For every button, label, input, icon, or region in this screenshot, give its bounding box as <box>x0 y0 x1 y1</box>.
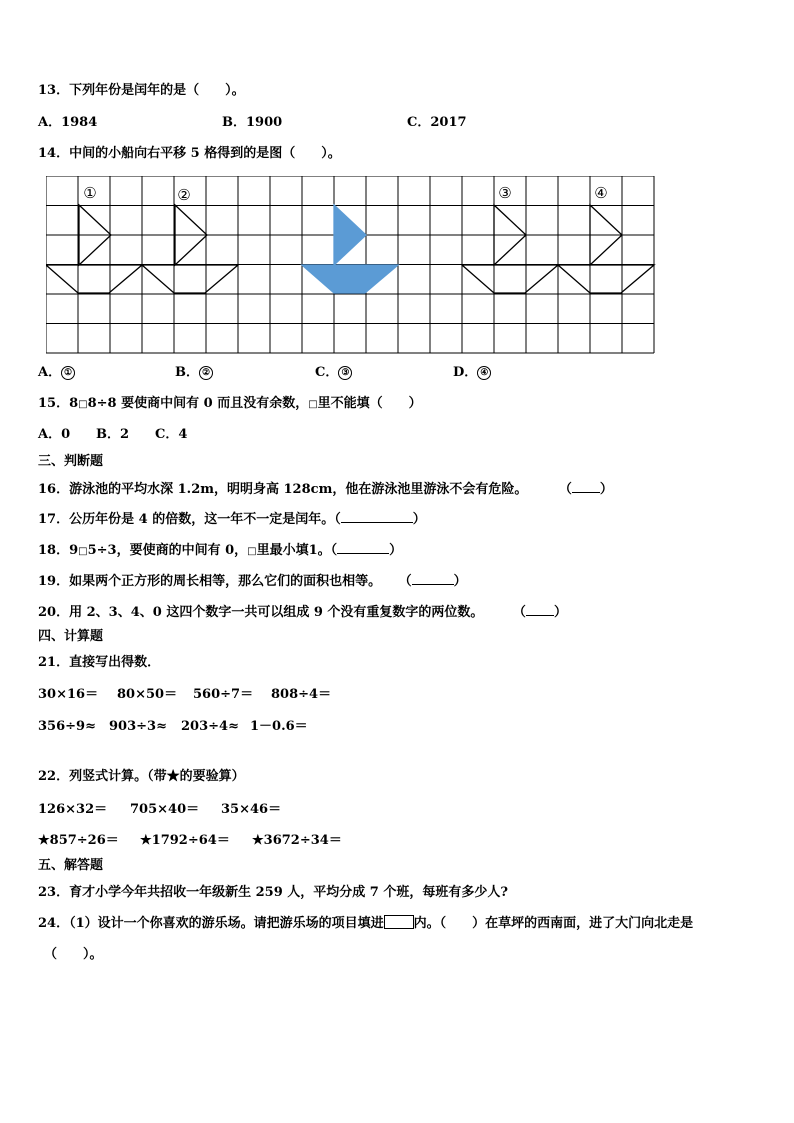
q16-text: 16．游泳池的平均水深 1.2m，明明身高 128cm，他在游泳池里游泳不会有危险。 <box>38 482 528 497</box>
circled-2-mark: ② <box>199 366 213 380</box>
circled-1-mark: ① <box>61 366 75 380</box>
q16-answer-blank[interactable] <box>572 479 600 493</box>
q18-text-part-1: 18．9 <box>38 543 79 558</box>
q22-item: 705×40＝ <box>130 802 200 817</box>
q20-paren-close: ） <box>553 605 567 620</box>
boat-3-hull <box>462 265 558 293</box>
q19-text: 19．如果两个正方形的周长相等，那么它们的面积也相等。 <box>38 574 382 589</box>
q17-paren-open: （ <box>334 512 341 527</box>
q17 <box>38 509 426 529</box>
q21-item: 1－0.6＝ <box>250 719 308 734</box>
q21-item: 356÷9≈ <box>38 719 96 734</box>
figure-label-2: ② <box>177 186 191 204</box>
q15-stem <box>38 395 422 414</box>
q24-line-2: （ ）。 <box>44 947 103 962</box>
q15-stem-part-3: 里不能填（ ） <box>317 396 422 411</box>
figure-label-1: ① <box>83 184 97 202</box>
q18-paren-open: （ <box>330 543 338 558</box>
boat-4-hull <box>558 265 654 293</box>
q14-option-d <box>453 364 491 382</box>
figure-labels <box>83 184 607 204</box>
circled-4-mark: ④ <box>477 366 491 380</box>
q14-option-c-prefix: C． <box>315 365 339 380</box>
q14-option-b-prefix: B． <box>175 365 199 380</box>
q14-option-c <box>315 364 352 382</box>
q15-option-b: B．2 <box>96 427 130 442</box>
q23-text: 23．育才小学今年共招收一年级新生 259 人，平均分成 7 个班，每班有多少人? <box>38 885 508 900</box>
q24-line-1 <box>38 915 693 933</box>
q15-box-glyph: □ <box>308 399 318 410</box>
q22-item: 126×32＝ <box>38 802 108 817</box>
q20-paren-open: （ <box>519 605 526 620</box>
q15-stem-part-1: 15．8 <box>38 396 79 411</box>
q15-option-a: A．0 <box>38 427 71 442</box>
boat-1-hull <box>46 265 142 293</box>
q18-text-part-2: 5÷3，要使商的中间有 0， <box>87 543 248 558</box>
q16-paren-close: ） <box>599 482 613 497</box>
q17-answer-blank[interactable] <box>341 509 413 523</box>
q13-option-a: A．1984 <box>38 115 98 130</box>
q21-stem: 21．直接写出得数． <box>38 655 161 670</box>
q15-option-c: C．4 <box>155 427 188 442</box>
q15-stem-part-2: 8÷8 要使商中间有 0 而且没有余数， <box>87 396 309 411</box>
q13-stem: 13．下列年份是闰年的是（ ）。 <box>38 83 245 98</box>
q18-box-glyph: □ <box>247 546 257 557</box>
q13-option-c: C．2017 <box>407 115 467 130</box>
q19 <box>38 571 467 591</box>
boat-2-hull <box>142 265 238 293</box>
q14-option-a <box>38 364 75 382</box>
q16 <box>38 479 613 499</box>
q14-option-d-prefix: D． <box>453 365 478 380</box>
q24-answer-box[interactable] <box>384 915 414 929</box>
q21-item: 903÷3≈ <box>109 719 167 734</box>
figure-label-3: ③ <box>498 184 512 202</box>
boat-shapes <box>46 205 654 293</box>
q14-stem: 14．中间的小船向右平移 5 格得到的是图（ ）。 <box>38 146 341 161</box>
boat-grid-figure <box>46 176 656 354</box>
q20-answer-blank[interactable] <box>526 602 554 616</box>
q20-text: 20．用 2、3、4、0 这四个数字一共可以组成 9 个没有重复数字的两位数。 <box>38 605 484 620</box>
q15-box-glyph: □ <box>78 399 88 410</box>
q17-text: 17．公历年份是 4 的倍数，这一年不一定是闰年。 <box>38 512 335 527</box>
section-3-heading: 三、判断题 <box>38 454 104 469</box>
q22-item: ★1792÷64＝ <box>140 833 230 848</box>
q18-answer-blank[interactable] <box>337 540 389 554</box>
q18 <box>38 540 402 561</box>
q21-item: 808÷4＝ <box>271 687 332 702</box>
section-5-heading: 五、解答题 <box>38 858 104 873</box>
q14-option-a-prefix: A． <box>38 365 62 380</box>
section-4-heading: 四、计算题 <box>38 629 104 644</box>
q22-item: ★3672÷34＝ <box>252 833 342 848</box>
q21-item: 560÷7＝ <box>193 687 254 702</box>
q19-paren-close: ） <box>453 574 467 589</box>
q14-option-b <box>175 364 213 382</box>
q22-stem: 22．列竖式计算。（带★的要验算） <box>38 769 245 784</box>
q22-item: ★857÷26＝ <box>38 833 119 848</box>
q19-answer-blank[interactable] <box>412 571 454 585</box>
q22-item: 35×46＝ <box>221 802 282 817</box>
q24-text-part-1: 24．（1）设计一个你喜欢的游乐场。请把游乐场的项目填进 <box>38 916 384 931</box>
q21-item: 80×50＝ <box>117 687 178 702</box>
middle-boat-hull <box>302 265 398 293</box>
q17-paren-close: ） <box>412 512 426 527</box>
q21-item: 203÷4≈ <box>181 719 239 734</box>
q13-option-b: B．1900 <box>222 115 283 130</box>
circled-3-mark: ③ <box>338 366 352 380</box>
figure-label-4: ④ <box>594 184 608 202</box>
q21-item: 30×16＝ <box>38 687 99 702</box>
q18-text-part-3: 里最小填1。 <box>256 543 331 558</box>
q18-paren-close: ） <box>389 543 403 558</box>
q24-text-part-2: 内。（ ）在草坪的西南面，进了大门向北走是 <box>413 916 694 931</box>
q20 <box>38 602 567 622</box>
middle-boat-sail <box>334 205 366 265</box>
q18-box-glyph: □ <box>78 546 88 557</box>
q16-paren-open: （ <box>565 482 572 497</box>
q19-paren-open: （ <box>405 574 412 589</box>
